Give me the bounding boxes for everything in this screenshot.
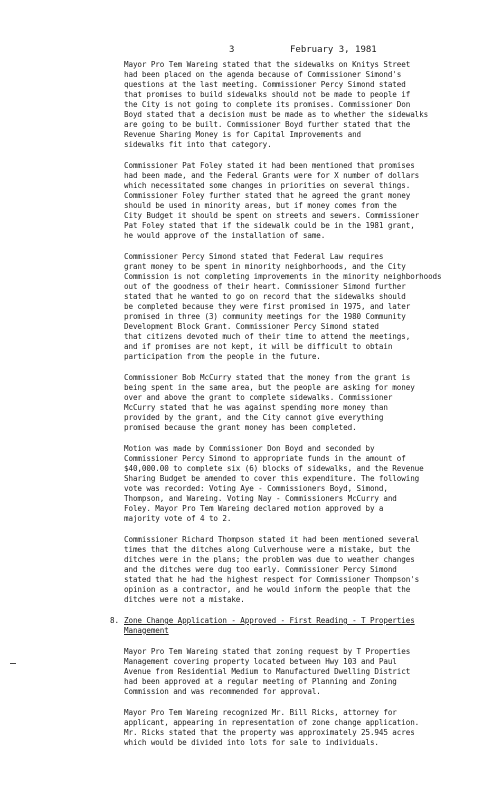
text-line: had been placed on the agenda because of Commissioner Simond's — [124, 70, 402, 79]
paragraph — [124, 252, 476, 362]
text-line: sidewalks fit into that category. — [124, 140, 272, 149]
paragraph — [124, 647, 476, 697]
text-line: out of the goodness of their heart. Commissioner Simond further — [124, 282, 406, 291]
text-line: Mayor Pro Tem Wareing stated that zoning request by T Properties — [124, 647, 411, 656]
text-line: Commissioner Pat Foley stated it had been mentioned that promises — [124, 161, 415, 170]
text-line: he would approve of the installation of same. — [124, 231, 326, 240]
paragraph — [124, 60, 476, 150]
text-line: and if promises are not kept, it will be difficult to obtain — [124, 342, 393, 351]
text-line: had been made, and the Federal Grants were for X number of dollars — [124, 171, 420, 180]
text-line: ditches were not a mistake. — [124, 595, 245, 604]
text-line: Management covering property located between Hwy 103 and Paul — [124, 657, 397, 666]
text-line: be completed because they were first promised in 1975, and later — [124, 302, 411, 311]
paragraph — [124, 444, 476, 524]
text-line: Mayor Pro Tem Wareing stated that the sidewalks on Knitys Street — [124, 60, 411, 69]
text-line: being spent in the same area, but the people are asking for money — [124, 383, 415, 392]
text-line: which necessitated some changes in priorities on several things. — [124, 181, 411, 190]
text-line: are going to be built. Commissioner Boyd further stated that the — [124, 120, 411, 129]
text-line: stated that he had the highest respect for Commissioner Thompson's — [124, 575, 420, 584]
text-line: questions at the last meeting. Commissioner Percy Simond stated — [124, 80, 406, 89]
text-line: Motion was made by Commissioner Don Boyd and seconded by — [124, 444, 375, 453]
text-line: Development Block Grant. Commissioner Percy Simond stated — [124, 322, 379, 331]
paragraph — [124, 373, 476, 433]
text-line: Pat Foley stated that if the sidewalk could be in the 1981 grant, — [124, 221, 415, 230]
agenda-item-title-line-2: Management — [124, 626, 169, 635]
text-line: ditches were in the plans; the problem was due to weather changes — [124, 555, 415, 564]
text-line: Boyd stated that a decision must be made as to whether the sidewalks — [124, 110, 429, 119]
text-line: Avenue from Residential Medium to Manufactured Dwelling District — [124, 667, 411, 676]
paragraph — [124, 708, 476, 748]
text-line: Commission is not completing improvements in the minority neighborhoods — [124, 272, 442, 281]
text-line: City Budget it should be spent on streets and sewers. Commissioner — [124, 211, 420, 220]
text-line: provided by the grant, and the City cannot give everything — [124, 413, 384, 422]
text-line: the City is not going to complete its promises. Commissioner Don — [124, 100, 411, 109]
text-line: Sharing Budget be amended to cover this expenditure. The following — [124, 474, 420, 483]
minutes-paragraphs-top — [124, 60, 476, 605]
text-line: $40,000.00 to complete six (6) blocks of sidewalks, and the Revenue — [124, 464, 424, 473]
text-line: Commissioner Percy Simond to appropriate funds in the amount of — [124, 454, 406, 463]
text-line: opinion as a contractor, and he would inform the people that the — [124, 585, 411, 594]
text-line: which would be divided into lots for sale to individuals. — [124, 738, 379, 747]
text-line: promised in three (3) community meetings for the 1980 Community — [124, 312, 406, 321]
text-line: had been approved at a regular meeting of Planning and Zoning — [124, 677, 397, 686]
text-line: and the ditches were dug too early. Commissioner Percy Simond — [124, 565, 397, 574]
margin-mark — [10, 663, 16, 664]
text-line: grant money to be spent in minority neighborhoods, and the City — [124, 262, 406, 271]
minutes-body — [110, 60, 476, 759]
agenda-item-number: 8. — [110, 616, 119, 625]
meeting-date: February 3, 1981 — [290, 45, 377, 55]
text-line: applicant, appearing in representation of zone change application. — [124, 718, 420, 727]
text-line: majority vote of 4 to 2. — [124, 514, 232, 523]
page-header — [0, 44, 490, 56]
text-line: that promises to build sidewalks should not be made to people if — [124, 90, 411, 99]
page-number: 3 — [229, 45, 235, 55]
text-line: vote was recorded: Voting Aye - Commissioners Boyd, Simond, — [124, 484, 388, 493]
text-line: Commission and was recommended for approval. — [124, 687, 321, 696]
text-line: stated that he wanted to go on record that the sidewalks should — [124, 292, 406, 301]
paragraph — [124, 535, 476, 605]
agenda-item — [110, 616, 476, 636]
text-line: times that the ditches along Culverhouse were a mistake, but the — [124, 545, 411, 554]
text-line: over and above the grant to complete sidewalks. Commissioner — [124, 393, 393, 402]
text-line: Foley. Mayor Pro Tem Wareing declared motion approved by a — [124, 504, 384, 513]
text-line: should be used in minority areas, but if money comes from the — [124, 201, 397, 210]
text-line: promised because the grant money has been completed. — [124, 423, 357, 432]
text-line: Revenue Sharing Money is for Capital Improvements and — [124, 130, 362, 139]
text-line: participation from the people in the future. — [124, 352, 321, 361]
text-line: Mr. Ricks stated that the property was approximately 25.945 acres — [124, 728, 415, 737]
minutes-paragraphs-bottom — [124, 647, 476, 748]
text-line: Commissioner Bob McCurry stated that the money from the grant is — [124, 373, 411, 382]
paragraph — [124, 161, 476, 241]
text-line: Commissioner Foley further stated that he agreed the grant money — [124, 191, 411, 200]
text-line: that citizens devoted much of their time to attend the meetings, — [124, 332, 411, 341]
agenda-item-title-line-1: Zone Change Application - Approved - First Reading - T Properties — [124, 616, 415, 625]
text-line: Thompson, and Wareing. Voting Nay - Commissioners McCurry and — [124, 494, 397, 503]
text-line: McCurry stated that he was against spending more money than — [124, 403, 388, 412]
text-line: Mayor Pro Tem Wareing recognized Mr. Bill Ricks, attorney for — [124, 708, 397, 717]
text-line: Commissioner Percy Simond stated that Federal Law requires — [124, 252, 384, 261]
text-line: Commissioner Richard Thompson stated it had been mentioned several — [124, 535, 420, 544]
